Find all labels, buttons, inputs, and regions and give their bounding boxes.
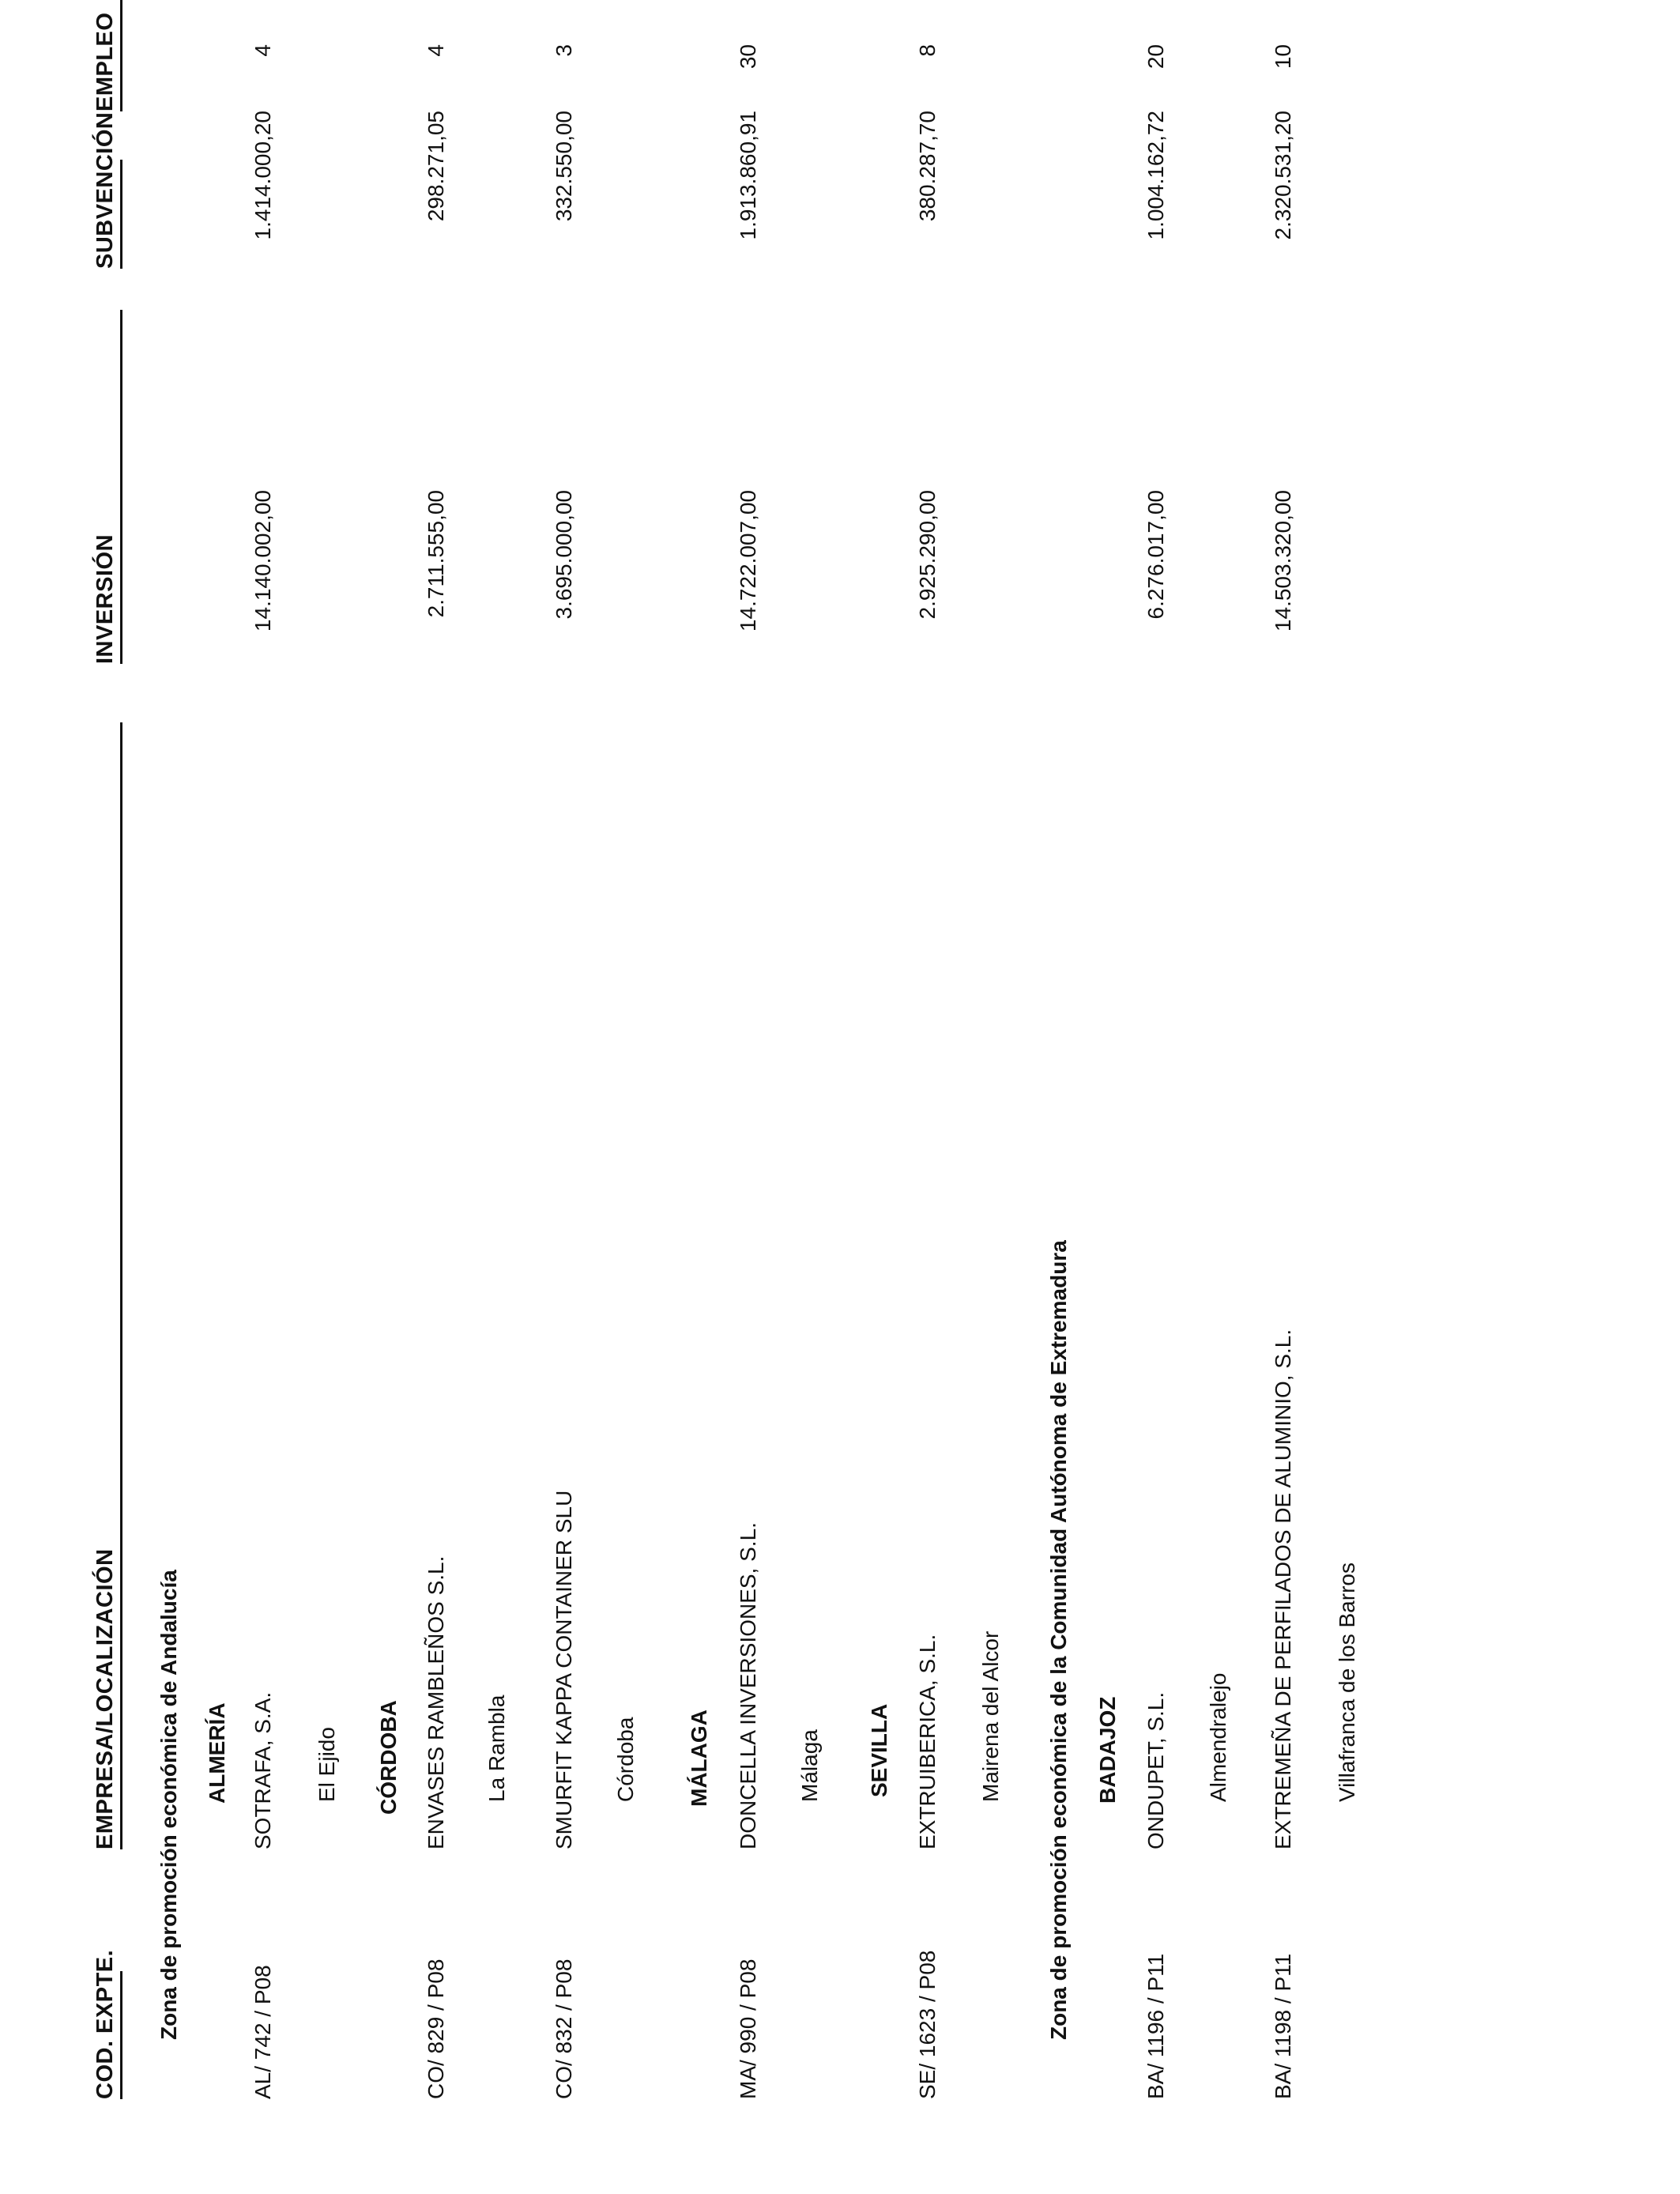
header-underline-empleo xyxy=(120,0,122,111)
row-empleo: 4 xyxy=(250,44,275,57)
row-empleo: 8 xyxy=(915,44,940,57)
province-badajoz: BADAJOZ xyxy=(1095,1696,1120,1804)
row-location: Córdoba xyxy=(613,1717,638,1802)
province-cordoba: CÓRDOBA xyxy=(376,1700,401,1815)
row-location: Villafranca de los Barros xyxy=(1335,1563,1359,1802)
header-underline-cod xyxy=(120,1971,122,2099)
row-subvencion: 298.271,05 xyxy=(424,111,448,222)
row-subvencion: 1.913.860,91 xyxy=(736,111,760,240)
row-code: CO/ 832 / P08 xyxy=(552,1958,576,2099)
row-company: ENVASES RAMBLEÑOS S.L. xyxy=(424,1555,448,1849)
row-empleo: 30 xyxy=(736,44,760,70)
row-empleo: 20 xyxy=(1143,44,1168,70)
row-location: El Ejido xyxy=(315,1727,339,1802)
header-empleo: EMPLEO xyxy=(92,12,118,111)
row-code: BA/ 1198 / P11 xyxy=(1271,1953,1295,2099)
header-underline-empresa xyxy=(120,722,122,1849)
row-empleo: 3 xyxy=(552,44,576,57)
province-sevilla: SEVILLA xyxy=(867,1703,891,1797)
row-location: Almendralejo xyxy=(1206,1672,1230,1802)
zone-andalucia: Zona de promoción económica de Andalucía xyxy=(156,1570,181,2040)
row-inversion: 2.925.290,00 xyxy=(915,490,940,620)
row-code: CO/ 829 / P08 xyxy=(424,1958,448,2099)
row-inversion: 14.722.007,00 xyxy=(736,490,760,632)
row-code: BA/ 1196 / P11 xyxy=(1143,1953,1168,2099)
row-company: ONDUPET, S.L. xyxy=(1143,1691,1168,1849)
row-inversion: 3.695.000,00 xyxy=(552,490,576,620)
zone-extremadura: Zona de promoción económica de la Comunidad Autónoma de Extremadura xyxy=(1046,1240,1071,2040)
row-location: Málaga xyxy=(797,1729,822,1802)
row-empleo: 10 xyxy=(1271,44,1295,70)
header-underline-inversion xyxy=(120,310,122,664)
row-subvencion: 1.004.162,72 xyxy=(1143,111,1168,240)
row-location: Mairena del Alcor xyxy=(978,1630,1003,1802)
row-inversion: 14.503.320,00 xyxy=(1271,490,1295,632)
row-company: DONCELLA INVERSIONES, S.L. xyxy=(736,1522,760,1849)
row-company: EXTREMEÑA DE PERFILADOS DE ALUMINIO, S.L. xyxy=(1271,1329,1295,1849)
province-malaga: MÁLAGA xyxy=(687,1710,711,1807)
row-subvencion: 332.550,00 xyxy=(552,111,576,222)
row-subvencion: 1.414.000,20 xyxy=(250,111,275,240)
row-empleo: 4 xyxy=(424,44,448,57)
row-company: EXTRUIBERICA, S.L. xyxy=(915,1634,940,1849)
header-empresa-localizacion: EMPRESA/LOCALIZACIÓN xyxy=(92,1548,118,1849)
row-code: SE/ 1623 / P08 xyxy=(915,1950,940,2099)
row-inversion: 6.276.017,00 xyxy=(1143,490,1168,620)
header-underline-subvencion xyxy=(120,160,122,269)
header-cod-expte: COD. EXPTE. xyxy=(92,1949,118,2099)
row-code: AL/ 742 / P08 xyxy=(250,1965,275,2099)
header-subvencion: SUBVENCIÓN xyxy=(92,111,118,269)
row-inversion: 14.140.002,00 xyxy=(250,490,275,632)
row-subvencion: 380.287,70 xyxy=(915,111,940,222)
header-inversion: INVERSIÓN xyxy=(92,533,118,664)
row-inversion: 2.711.555,00 xyxy=(424,490,448,618)
province-almeria: ALMERÍA xyxy=(205,1702,229,1804)
row-company: SOTRAFA, S.A. xyxy=(250,1691,275,1849)
row-code: MA/ 990 / P08 xyxy=(736,1958,760,2099)
row-company: SMURFIT KAPPA CONTAINER SLU xyxy=(552,1490,576,1849)
row-location: La Rambla xyxy=(484,1695,509,1802)
row-subvencion: 2.320.531,20 xyxy=(1271,111,1295,240)
